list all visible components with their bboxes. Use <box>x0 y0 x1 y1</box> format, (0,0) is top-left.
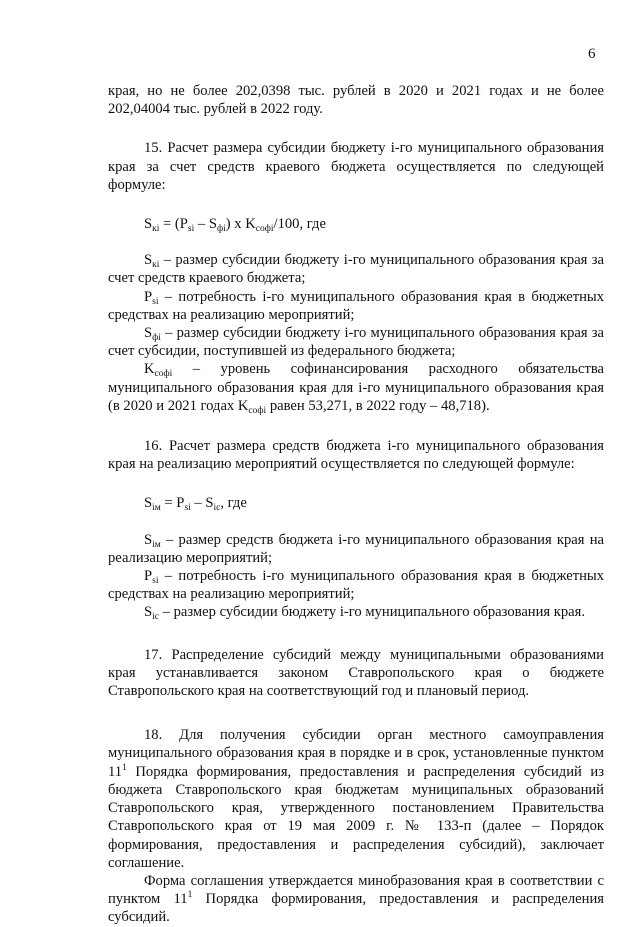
definition-subscript: кi <box>152 260 160 271</box>
definition-text: равен 53,271, в 2022 году – 48,718). <box>266 397 490 414</box>
definition-text: – потребность i-го муниципального образования края в бюджетных средствах на реализацию мероприятий; <box>108 568 604 603</box>
continuation-text: края, но не более 202,0398 тыс. рублей в 2020 и 2021 годах и не более 202,04004 тыс. рублей в 2022 году. <box>108 83 604 118</box>
formula-15 <box>108 215 604 233</box>
definition-subscript: iм <box>152 539 161 550</box>
definition-15-1 <box>108 251 604 287</box>
section-15-intro <box>108 139 604 194</box>
section-18-paragraph-2 <box>108 872 604 927</box>
definition-subscript: si <box>152 576 159 587</box>
formula-15-part: – S <box>194 216 217 233</box>
definition-subscript: ic <box>152 612 159 623</box>
document-body <box>108 82 604 927</box>
formula-16 <box>108 494 604 512</box>
formula-16-part: , где <box>220 495 247 512</box>
section-18-text: 18. Для получения субсидии орган местного самоуправления муниципального образования края в порядке и в срок, установленные пунктом 11 <box>108 727 604 780</box>
definition-16-1 <box>108 531 604 567</box>
formula-15-sub: кi <box>152 224 160 235</box>
definition-text: – размер субсидии бюджету i-го муниципального образования края за счет субсидии, поступившей из федерального бюджета; <box>108 325 604 360</box>
definition-symbol: S <box>144 252 153 269</box>
definition-text: – размер средств бюджета i-го муниципального образования края на реализацию мероприятий; <box>108 531 604 566</box>
superscript: 1 <box>187 890 193 901</box>
formula-15-part: /100, где <box>273 216 326 233</box>
definition-symbol: P <box>144 568 153 585</box>
definition-symbol: S <box>144 325 153 342</box>
definition-subscript: софi <box>248 405 267 416</box>
formula-16-part: S <box>144 495 153 512</box>
definition-16-2 <box>108 567 604 603</box>
section-18-text: Порядка формирования, предоставления и распределения субсидий. <box>108 891 604 926</box>
definition-subscript: si <box>152 296 159 307</box>
formula-16-part: = P <box>160 495 185 512</box>
definition-text: – потребность i-го муниципального образования края в бюджетных средствах на реализацию мероприятий; <box>108 288 604 323</box>
definition-16-3 <box>108 603 604 621</box>
formula-15-sub: софi <box>255 224 274 235</box>
section-15-intro-text: 15. Расчет размера субсидии бюджету i-го муниципального образования края за счет средств краевого бюджета осуществляется по следующей формуле: <box>108 140 604 193</box>
section-16-intro <box>108 437 604 473</box>
definition-15-3 <box>108 324 604 360</box>
definition-symbol: S <box>144 531 153 548</box>
definition-15-4 <box>108 360 604 415</box>
formula-16-sub: si <box>184 503 191 514</box>
formula-16-sub: ic <box>213 503 221 514</box>
definition-subscript: фi <box>152 333 161 344</box>
formula-16-part: – S <box>190 495 214 512</box>
section-17 <box>108 646 604 701</box>
formula-16-sub: iм <box>152 503 161 514</box>
definition-text: – размер субсидии бюджету i-го муниципального образования края за счет средств краевого бюджета; <box>108 252 604 287</box>
definition-symbol: K <box>144 361 155 378</box>
definition-15-2 <box>108 288 604 324</box>
definition-symbol: P <box>144 288 153 305</box>
section-18-text: Форма соглашения утверждается минобразования края в соответствии с пунктом 11 <box>108 872 604 908</box>
definition-text: – уровень софинансирования расходного обязательства муниципального образования края для i-го муниципального образования края (в 2020 и 2021 годах K <box>108 361 604 414</box>
continuation-paragraph <box>108 82 604 118</box>
formula-15-part: = (P <box>159 216 188 233</box>
superscript: 1 <box>122 762 127 773</box>
section-18-paragraph-1 <box>108 726 604 872</box>
definition-text: – размер субсидии бюджету i-го муниципального образования края. <box>158 604 586 621</box>
section-18-text: Порядка формирования, предоставления и распределения субсидий из бюджета Ставропольского края бюджетам муниципальных образований Ставропольского края, утвержденного постановлением Правительства Ставропольского края от 19 мая 2009 г. № 133-п (далее – Порядок формирования, предоставления и распределения субсидий), заключает соглашение. <box>108 763 604 871</box>
section-16-intro-text: 16. Расчет размера средств бюджета i-го муниципального образования края на реализацию мероприятий осуществляется по следующей формуле: <box>108 438 604 473</box>
formula-15-sub: фi <box>216 224 226 235</box>
definition-symbol: S <box>144 604 153 621</box>
definition-subscript: софi <box>154 369 173 380</box>
section-17-text: 17. Распределение субсидий между муниципальными образованиями края устанавливается законом Ставропольского края о бюджете Ставропольского края на соответствующий год и плановый период. <box>108 646 604 700</box>
formula-15-part: S <box>144 216 153 233</box>
page-number: 6 <box>588 46 596 62</box>
formula-15-part: ) x K <box>225 216 256 233</box>
formula-15-sub: si <box>187 224 195 235</box>
